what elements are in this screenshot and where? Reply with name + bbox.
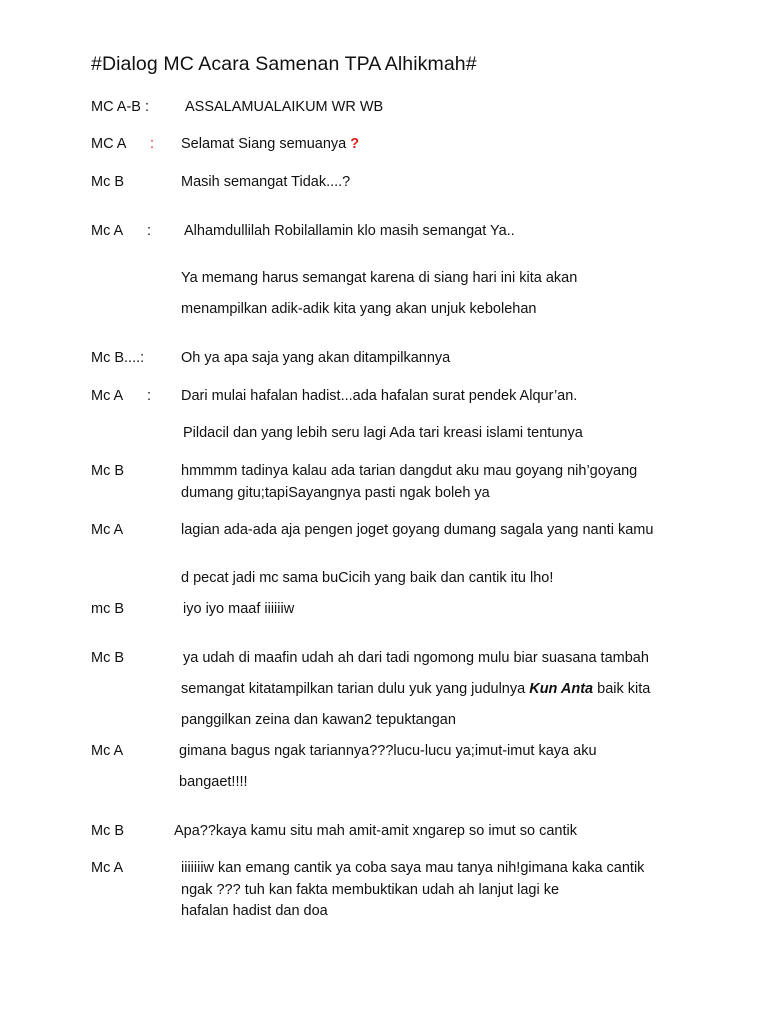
dialog-text: ASSALAMUALAIKUM WR WB <box>185 99 384 115</box>
speaker-label: Mc B <box>91 174 125 190</box>
dialog-text: Alhamdullilah Robilallamin klo masih semangat Ya.. <box>184 223 515 239</box>
speaker-label: Mc A <box>91 388 124 404</box>
speaker-label: Mc B....: <box>91 350 145 366</box>
speaker-label: Mc A <box>91 743 124 759</box>
dialog-text: gimana bagus ngak tariannya???lucu-lucu ya;imut-imut kaya aku <box>179 743 597 759</box>
dialog-text: iyo iyo maaf iiiiiiw <box>183 601 295 617</box>
dialog-text <box>181 133 359 155</box>
dialog-text: hmmmm tadinya kalau ada tarian dangdut aku mau goyang nih’goyang <box>181 463 638 479</box>
dialog-text: ngak ??? tuh kan fakta membuktikan udah ah lanjut lagi ke <box>181 882 560 898</box>
document-title: #Dialog MC Acara Samenan TPA Alhikmah# <box>91 53 477 75</box>
speaker-label: Mc B <box>91 823 125 839</box>
dialog-text: Masih semangat Tidak....? <box>181 174 351 190</box>
speaker-label: Mc A <box>91 860 124 876</box>
speaker-colon: : <box>147 388 152 404</box>
dialog-text: lagian ada-ada aja pengen joget goyang dumang sagala yang nanti kamu <box>181 522 654 538</box>
speaker-label: Mc B <box>91 650 125 666</box>
dialog-text: Oh ya apa saja yang akan ditampilkannya <box>181 350 451 366</box>
question-mark: ? <box>350 136 360 152</box>
dialog-text: Dari mulai hafalan hadist...ada hafalan surat pendek Alqur’an. <box>181 388 578 404</box>
dialog-text-part: baik kita <box>593 681 651 697</box>
speaker-colon: : <box>150 136 155 152</box>
dialog-text: d pecat jadi mc sama buCicih yang baik dan cantik itu lho! <box>181 570 554 586</box>
speaker-label: Mc B <box>91 463 125 479</box>
speaker-label: Mc A <box>91 223 124 239</box>
dialog-text: ya udah di maafin udah ah dari tadi ngomong mulu biar suasana tambah <box>183 650 649 666</box>
speaker-colon: : <box>147 223 152 239</box>
speaker-label: Mc A <box>91 522 124 538</box>
speaker-label: mc B <box>91 601 125 617</box>
speaker-label: MC A-B : <box>91 99 150 115</box>
song-title: Kun Anta <box>529 681 594 697</box>
speaker-label: MC A <box>91 136 127 152</box>
dialog-text: hafalan hadist dan doa <box>181 903 328 919</box>
dialog-text <box>181 678 650 700</box>
dialog-text: Apa??kaya kamu situ mah amit-amit xngarep so imut so cantik <box>174 823 577 839</box>
dialog-text: dumang gitu;tapiSayangnya pasti ngak boleh ya <box>181 485 490 501</box>
dialog-text: Ya memang harus semangat karena di siang hari ini kita akan <box>181 270 578 286</box>
dialog-text-part: Selamat Siang semuanya <box>181 136 347 152</box>
dialog-text-part: semangat kitatampilkan tarian dulu yuk yang judulnya <box>181 681 530 697</box>
dialog-text: menampilkan adik-adik kita yang akan unjuk kebolehan <box>181 301 537 317</box>
dialog-text: Pildacil dan yang lebih seru lagi Ada tari kreasi islami tentunya <box>183 425 583 441</box>
dialog-text: iiiiiiiw kan emang cantik ya coba saya mau tanya nih!gimana kaka cantik <box>181 860 645 876</box>
dialog-text: bangaet!!!! <box>179 774 248 790</box>
dialog-text: panggilkan zeina dan kawan2 tepuktangan <box>181 712 456 728</box>
